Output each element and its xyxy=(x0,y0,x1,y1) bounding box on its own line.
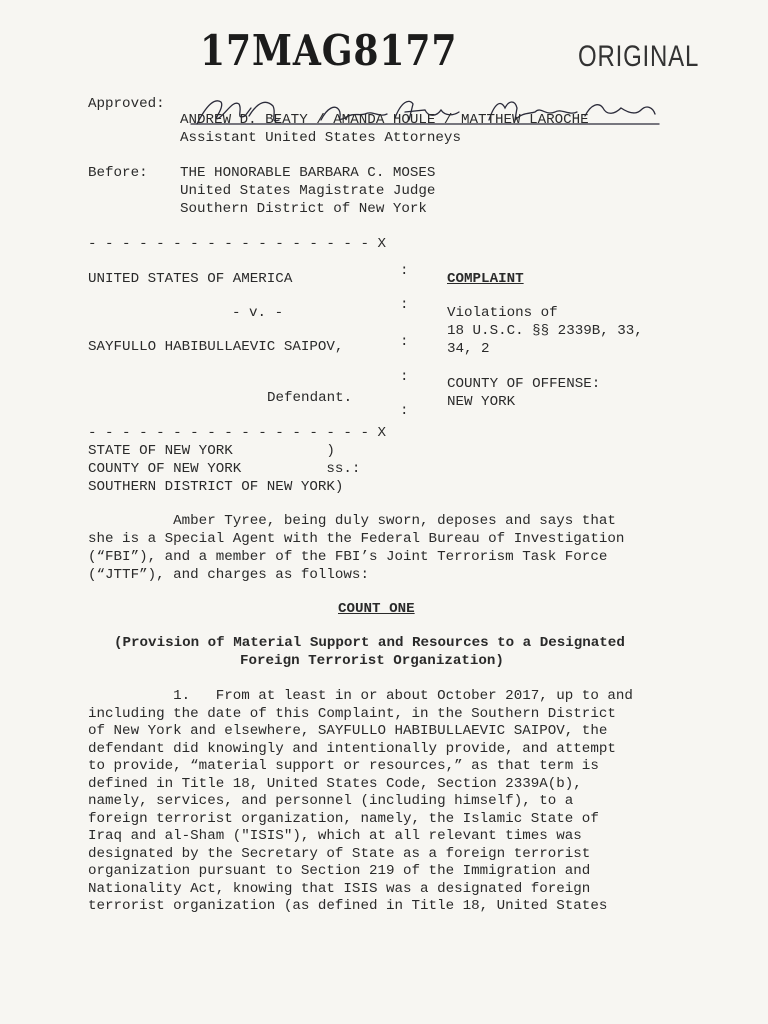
caption-rule-bottom: - - - - - - - - - - - - - - - - - X xyxy=(88,425,386,441)
before-label: Before: xyxy=(88,165,148,181)
venue-line: STATE OF NEW YORK ) xyxy=(88,443,335,459)
count-para-line: defined in Title 18, United States Code, Section 2339A(b), xyxy=(88,776,582,792)
defendant-name: SAYFULLO HABIBULLAEVIC SAIPOV, xyxy=(88,339,344,355)
violations-line: 34, 2 xyxy=(447,341,490,357)
caption-colon: : xyxy=(400,297,409,313)
count-subheading: (Provision of Material Support and Resources to a Designated xyxy=(114,635,625,651)
caption-colon: : xyxy=(400,334,409,350)
attorney-signatures xyxy=(170,76,650,116)
judge-title: United States Magistrate Judge xyxy=(180,183,436,199)
count-para-line: to provide, “material support or resources,” as that term is xyxy=(88,758,599,774)
approved-label: Approved: xyxy=(88,96,165,112)
count-heading: COUNT ONE xyxy=(338,601,415,617)
count-subheading: Foreign Terrorist Organization) xyxy=(240,653,504,669)
caption-rule-top: - - - - - - - - - - - - - - - - - X xyxy=(88,236,386,252)
caption-colon: : xyxy=(400,263,409,279)
count-para-line: defendant did knowingly and intentionally provide, and attempt xyxy=(88,741,616,757)
count-para-line: of New York and elsewhere, SAYFULLO HABIBULLAEVIC SAIPOV, the xyxy=(88,723,608,739)
county-of-offense-value: NEW YORK xyxy=(447,394,516,410)
versus-label: - v. - xyxy=(232,305,284,321)
count-para-line: namely, services, and personnel (including himself), to a xyxy=(88,793,574,809)
count-para-line: foreign terrorist organization, namely, the Islamic State of xyxy=(88,811,599,827)
defendant-label: Defendant. xyxy=(267,390,353,406)
case-number: 17MAG8177 xyxy=(200,26,458,75)
count-para-line: 1. From at least in or about October 2017, up to and xyxy=(88,688,633,704)
intro-line: she is a Special Agent with the Federal Bureau of Investigation xyxy=(88,531,625,547)
complaint-heading: COMPLAINT xyxy=(447,271,524,287)
venue-line: COUNTY OF NEW YORK ss.: xyxy=(88,461,361,477)
plaintiff-name: UNITED STATES OF AMERICA xyxy=(88,271,293,287)
count-para-line: Nationality Act, knowing that ISIS was a designated foreign xyxy=(88,881,591,897)
count-para-line: Iraq and al-Sham ("ISIS"), which at all relevant times was xyxy=(88,828,582,844)
venue-line: SOUTHERN DISTRICT OF NEW YORK) xyxy=(88,479,344,495)
county-of-offense-label: COUNTY OF OFFENSE: xyxy=(447,376,601,392)
intro-line: Amber Tyree, being duly sworn, deposes and says that xyxy=(88,513,616,529)
intro-line: (“FBI”), and a member of the FBI’s Joint Terrorism Task Force xyxy=(88,549,608,565)
count-para-line: terrorist organization (as defined in Title 18, United States xyxy=(88,898,608,914)
attorney-names: ANDREW D. BEATY / AMANDA HOULE / MATTHEW LAROCHE xyxy=(180,112,589,128)
intro-line: (“JTTF”), and charges as follows: xyxy=(88,567,369,583)
count-para-line: including the date of this Complaint, in the Southern District xyxy=(88,706,616,722)
caption-colon: : xyxy=(400,369,409,385)
original-stamp: ORIGINAL xyxy=(578,40,700,73)
violations-line: Violations of xyxy=(447,305,558,321)
count-para-line: designated by the Secretary of State as a foreign terrorist xyxy=(88,846,591,862)
judge-name: THE HONORABLE BARBARA C. MOSES xyxy=(180,165,436,181)
violations-line: 18 U.S.C. §§ 2339B, 33, xyxy=(447,323,643,339)
count-para-line: organization pursuant to Section 219 of the Immigration and xyxy=(88,863,591,879)
caption-colon: : xyxy=(400,403,409,419)
attorney-title: Assistant United States Attorneys xyxy=(180,130,461,146)
judge-district: Southern District of New York xyxy=(180,201,427,217)
